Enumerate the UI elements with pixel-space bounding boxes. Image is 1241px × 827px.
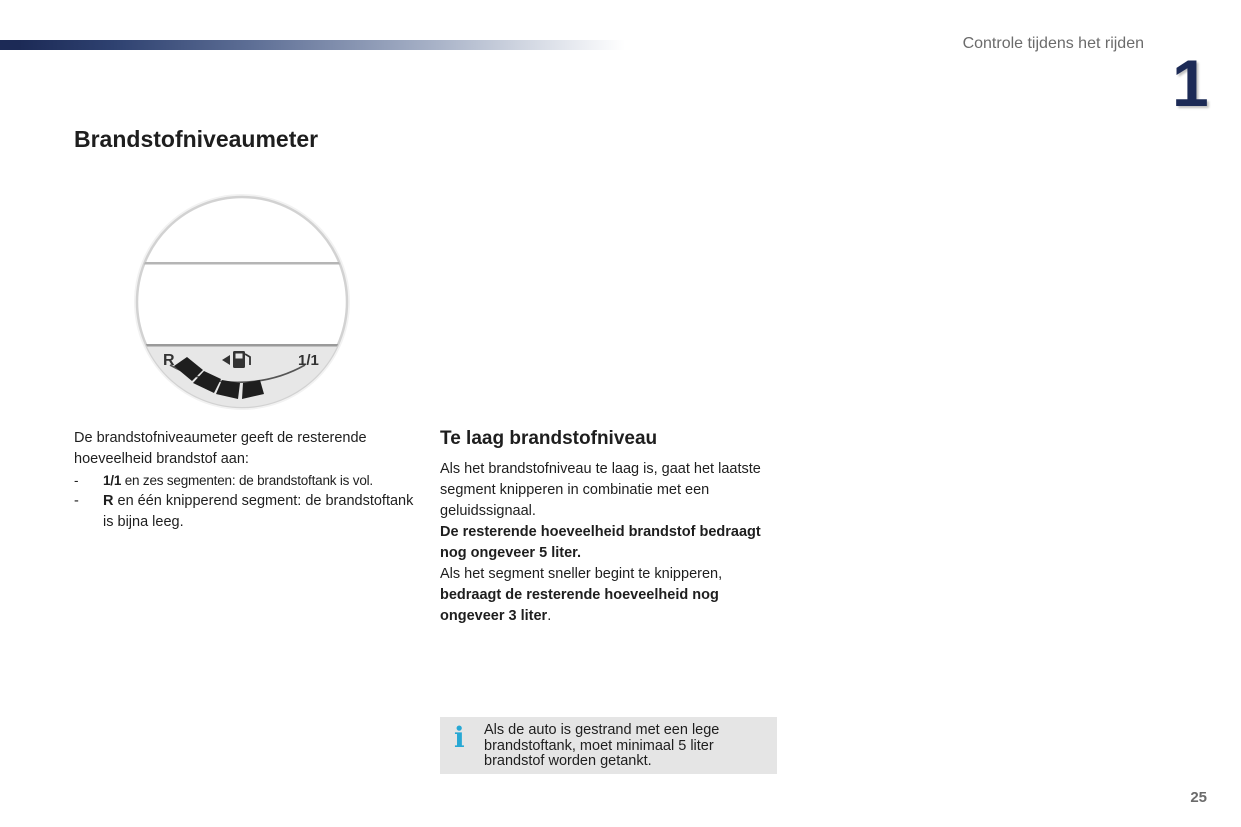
low-fuel-p3-text: Als het segment sneller begint te knipperen, [440,566,723,582]
bullet-full-key: 1/1 [103,473,122,488]
chapter-number: 1 [1172,46,1207,120]
info-text: Als de auto is gestrand met een lege brandstoftank, moet minimaal 5 liter brandstof worden getankt. [484,722,720,769]
low-fuel-section [440,426,780,627]
bullet-dash: - [74,473,79,488]
info-icon: i [454,721,465,754]
info-box [440,717,777,774]
low-fuel-p3-bold: bedraagt de resterende hoeveelheid nog ongeveer 3 liter [440,587,719,624]
bullet-reserve-key: R [103,493,114,509]
gauge-full-label: 1/1 [298,352,319,369]
low-fuel-title: Te laag brandstofniveau [440,428,658,449]
bullet-reserve [74,491,414,533]
bullet-dash: - [74,493,79,509]
gauge-description [74,428,414,533]
low-fuel-p3-end: . [547,608,552,624]
header-gradient-bar [0,40,625,50]
bullet-reserve-text: en één knipperend segment: de brandstoftank is bijna leeg. [103,493,414,530]
bullet-full-text: en zes segmenten: de brandstoftank is vol. [121,473,373,488]
gauge-intro: De brandstofniveaumeter geeft de resterende hoeveelheid brandstof aan: [74,430,367,467]
low-fuel-p1: Als het brandstofniveau te laag is, gaat het laatste segment knipperen in combinatie met een geluidssignaal. [440,461,761,519]
chapter-title: Controle tijdens het rijden [962,35,1144,52]
section-title: Brandstofniveaumeter [74,126,319,152]
fuel-gauge-illustration [130,190,354,414]
low-fuel-p3 [440,564,780,627]
low-fuel-p2: De resterende hoeveelheid brandstof bedraagt nog ongeveer 5 liter. [440,524,761,561]
page-number: 25 [1190,789,1207,806]
bullet-full [74,470,414,491]
gauge-reserve-label: R [163,352,175,369]
